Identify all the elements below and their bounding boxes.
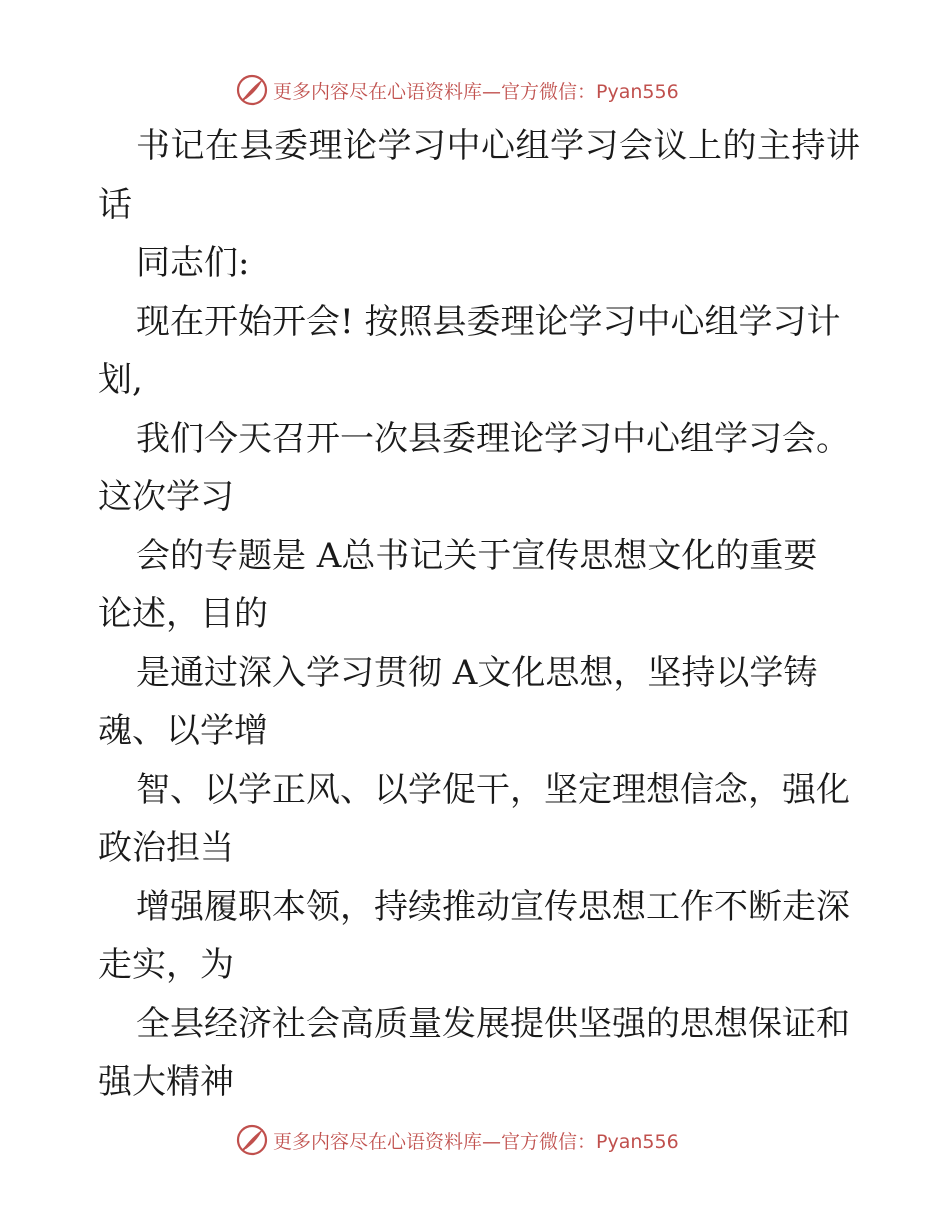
footer-watermark: [0, 1120, 950, 1160]
paragraph-line: 是通过深入学习贯彻 A文化思想，坚持以学铸: [136, 652, 818, 693]
watermark-group: [235, 70, 679, 110]
document-title-line-1: 书记在县委理论学习中心组学习会议上的主持讲: [136, 126, 861, 166]
paragraph-line: 全县经济社会高质量发展提供坚强的思想保证和: [136, 1003, 850, 1044]
watermark-brand: 更多内容尽在心语资料库: [273, 80, 483, 103]
paragraph-line: 我们今天召开一次县委理论学习中心组学习会。: [136, 418, 850, 459]
watermark-text: [273, 77, 679, 104]
paragraph-line: 智、以学正风、以学促干，坚定理想信念，强化: [136, 769, 850, 810]
watermark-text: [273, 1127, 679, 1154]
watermark-separator: —: [482, 80, 502, 103]
quill-logo-icon: [235, 1123, 269, 1157]
paragraph-line: 增强履职本领，持续推动宣传思想工作不断走深: [136, 886, 850, 927]
salutation: 同志们:: [136, 243, 250, 283]
watermark-contact: 官方微信：Pyan556: [501, 1130, 679, 1153]
paragraph-line: 这次学习: [98, 477, 234, 517]
paragraph-line: 走实，为: [98, 945, 234, 985]
paragraph-line: 现在开始开会! 按照县委理论学习中心组学习计: [136, 301, 841, 342]
paragraph-line: 政治担当: [98, 828, 234, 868]
header-watermark: [0, 70, 950, 110]
paragraph-line: 魂、以学增: [98, 711, 268, 751]
watermark-separator: —: [482, 1130, 502, 1153]
watermark-group: [235, 1120, 679, 1160]
paragraph-line: 会的专题是 A总书记关于宣传思想文化的重要: [136, 535, 818, 576]
document-body: [98, 117, 861, 1112]
watermark-brand: 更多内容尽在心语资料库: [273, 1130, 483, 1153]
paragraph-line: 划,: [98, 360, 143, 400]
document-title-line-2: 话: [98, 184, 132, 225]
quill-logo-icon: [235, 73, 269, 107]
watermark-contact: 官方微信：Pyan556: [501, 80, 679, 103]
paragraph-line: 论述，目的: [98, 594, 268, 634]
paragraph-line: 强大精神: [98, 1062, 234, 1102]
